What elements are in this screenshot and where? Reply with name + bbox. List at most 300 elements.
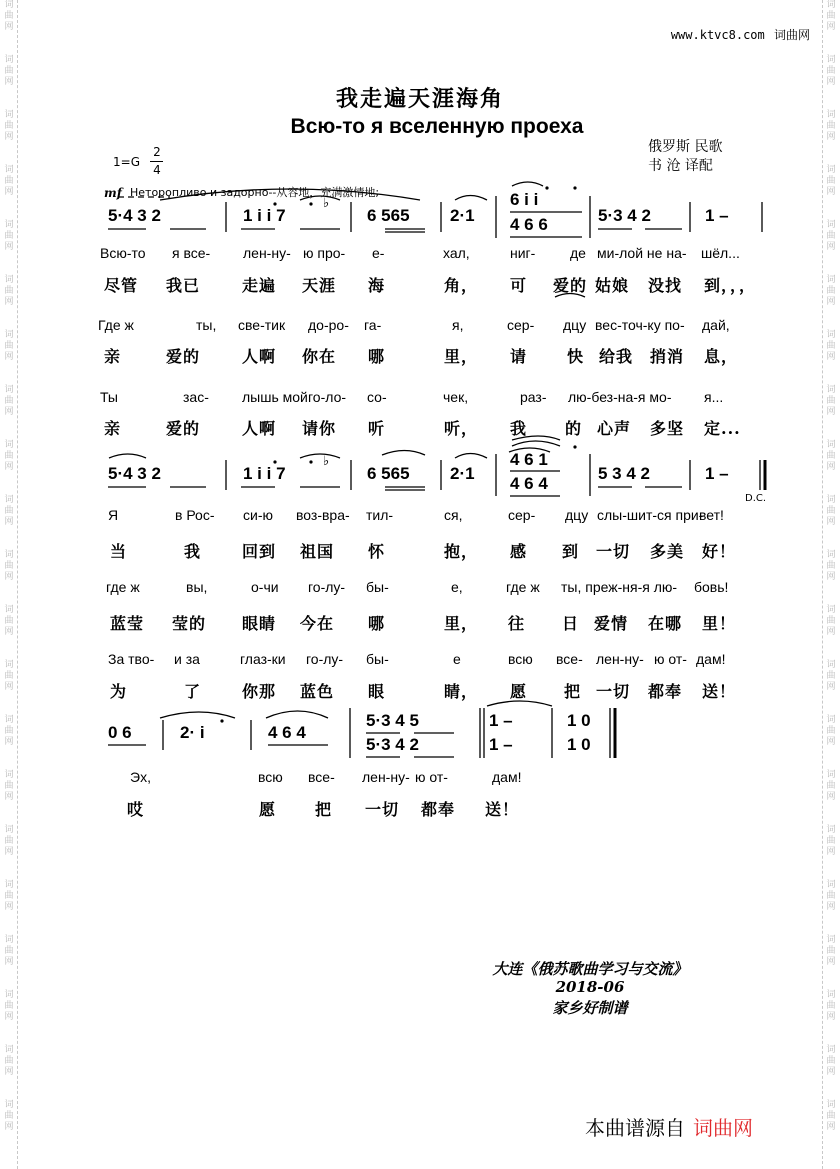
lyric-syllable: 请 <box>510 347 528 366</box>
dc-marking: D.C. <box>745 493 767 504</box>
lyric-syllable: 送！ <box>485 800 520 819</box>
watermark-glyph: 曲 <box>4 1111 14 1121</box>
lyric-syllable: 蓝莹 <box>110 614 145 633</box>
lyric-syllable: 里！ <box>702 614 737 633</box>
watermark-glyph: 词 <box>4 385 14 395</box>
lyric-syllable: 祖国 <box>300 542 335 561</box>
watermark-glyph: 网 <box>826 902 836 912</box>
lyric-syllable: вес-точ-ку по- <box>595 317 685 333</box>
watermark-glyph: 网 <box>4 407 14 417</box>
s2-measure-1: 5·4 3 2 <box>108 464 161 483</box>
lyric-syllable: Эх, <box>130 769 151 785</box>
dynamic-marking: mf <box>104 186 122 200</box>
lyric-syllable: в Рос- <box>175 507 215 523</box>
watermark-glyph: 曲 <box>826 891 836 901</box>
lyric-syllable: 姑娘 <box>595 276 630 295</box>
lyric-syllable: 海 <box>368 276 386 295</box>
s3-measure-1: 0 6 <box>108 723 132 742</box>
watermark-glyph: 词 <box>826 385 836 395</box>
lyric-syllable: дам! <box>492 769 522 785</box>
s2-measure-6: 5 3 4 2 <box>598 464 650 483</box>
lyric-syllable: дай, <box>702 317 730 333</box>
watermark-glyph: 曲 <box>4 1001 14 1011</box>
watermark-glyph: 网 <box>4 957 14 967</box>
lyric-syllable: вы, <box>186 579 208 595</box>
lyric-syllable: го-лу- <box>308 579 346 595</box>
watermark-glyph: 词 <box>826 935 836 945</box>
lyric-syllable: 送！ <box>702 682 737 701</box>
lyric-syllable: 爱的 <box>166 419 201 438</box>
lyric-syllable: 亲 <box>104 419 122 438</box>
lyric-syllable: со- <box>367 389 387 405</box>
lyric-syllable: о-чи <box>251 579 279 595</box>
lyric-syllable: слы-шит-ся при- <box>597 507 704 523</box>
s1-measure-1: 5·4 3 2 <box>108 206 161 225</box>
watermark-glyph: 词 <box>826 715 836 725</box>
watermark-glyph: 词 <box>4 880 14 890</box>
lyric-syllable: всю <box>258 769 283 785</box>
watermark-glyph: 网 <box>826 297 836 307</box>
lyric-syllable: 今在 <box>300 614 335 633</box>
lyric-syllable: лен-ну- <box>362 769 410 785</box>
lyric-syllable: все- <box>308 769 335 785</box>
watermark-glyph: 词 <box>4 935 14 945</box>
lyric-syllable: 了 <box>184 682 202 701</box>
watermark-glyph: 曲 <box>4 451 14 461</box>
lyric-syllable: ся, <box>444 507 463 523</box>
watermark-glyph: 词 <box>826 880 836 890</box>
lyric-syllable: 角， <box>444 276 479 295</box>
watermark-glyph: 网 <box>826 682 836 692</box>
lyric-syllable: го-ло- <box>308 389 347 405</box>
watermark-glyph: 词 <box>826 0 836 10</box>
watermark-glyph: 网 <box>4 792 14 802</box>
watermark-glyph: 网 <box>4 1012 14 1022</box>
meter-top: 2 <box>153 145 161 159</box>
lyric-syllable: 我已 <box>166 276 201 295</box>
lyric-syllable: 你那 <box>242 682 277 701</box>
s2-flat-sign: ♭ <box>323 454 330 469</box>
watermark-glyph: 曲 <box>4 1056 14 1066</box>
watermark-glyph: 曲 <box>4 726 14 736</box>
watermark-glyph: 曲 <box>826 121 836 131</box>
watermark-glyph: 网 <box>826 847 836 857</box>
lyric-syllable: ю про- <box>303 245 346 261</box>
lyric-syllable: раз- <box>520 389 547 405</box>
lyric-syllable: 息， <box>704 347 739 366</box>
watermark-glyph: 网 <box>826 242 836 252</box>
footer-date: 2018-06 <box>555 978 625 996</box>
lyric-syllable: 的 <box>565 419 583 438</box>
source-label: 本曲谱源自 <box>585 1116 685 1140</box>
watermark-glyph: 网 <box>4 297 14 307</box>
s1-flat-sign: ♭ <box>323 196 330 211</box>
source-brand-link[interactable]: 词曲网 <box>693 1116 753 1140</box>
lyric-syllable: дцу <box>563 317 587 333</box>
lyric-syllable: бы- <box>366 651 389 667</box>
watermark-glyph: 网 <box>4 627 14 637</box>
watermark-glyph: 曲 <box>826 341 836 351</box>
lyric-syllable: сер- <box>508 507 536 523</box>
lyric-syllable: глаз-ки <box>240 651 286 667</box>
lyric-syllable: тил- <box>366 507 394 523</box>
lyric-syllable: 怀 <box>368 542 386 561</box>
watermark-glyph: 网 <box>826 957 836 967</box>
watermark-glyph: 词 <box>826 1045 836 1055</box>
watermark-glyph: 曲 <box>4 66 14 76</box>
lyric-syllable: 没找 <box>648 276 683 295</box>
watermark-glyph: 词 <box>4 165 14 175</box>
watermark-glyph: 网 <box>826 627 836 637</box>
lyric-syllable: 人啊 <box>242 419 277 438</box>
s3-measure-4-upper: 5·3 4 5 <box>366 711 419 730</box>
watermark-glyph: 词 <box>4 110 14 120</box>
watermark-glyph: 网 <box>826 517 836 527</box>
watermark-glyph: 词 <box>4 825 14 835</box>
lyric-syllable: лю-без-на-я мо- <box>568 389 672 405</box>
lyric-syllable: 把 <box>564 682 582 701</box>
watermark-glyph: 曲 <box>826 671 836 681</box>
lyric-syllable: 当 <box>110 542 128 561</box>
watermark-glyph: 曲 <box>826 451 836 461</box>
watermark-glyph: 词 <box>826 110 836 120</box>
lyric-syllable: ты, <box>196 317 217 333</box>
watermark-glyph: 网 <box>826 1067 836 1077</box>
s2-measure-3: 6 565 <box>367 464 410 483</box>
watermark-glyph: 网 <box>826 77 836 87</box>
s3-measure-5-lower: 1 – <box>489 735 513 754</box>
watermark-glyph: 曲 <box>4 231 14 241</box>
s3-measure-3: 4 6 4 <box>268 723 306 742</box>
lyric-syllable: 往 <box>508 614 526 633</box>
watermark-glyph: 词 <box>4 0 14 10</box>
watermark-glyph: 词 <box>4 605 14 615</box>
lyric-syllable: где ж <box>106 579 140 595</box>
watermark-glyph: 网 <box>4 682 14 692</box>
watermark-glyph: 词 <box>826 825 836 835</box>
watermark-glyph: 曲 <box>826 396 836 406</box>
lyric-syllable: лен-ну- <box>596 651 644 667</box>
watermark-glyph: 词 <box>4 660 14 670</box>
lyric-syllable: Я <box>108 507 119 523</box>
watermark-glyph: 曲 <box>826 1001 836 1011</box>
watermark-glyph: 网 <box>4 242 14 252</box>
watermark-glyph: 网 <box>4 517 14 527</box>
watermark-glyph: 曲 <box>4 11 14 21</box>
lyric-syllable: 爱的 <box>553 276 588 295</box>
lyric-syllable: 把 <box>315 800 333 819</box>
watermark-glyph: 网 <box>826 407 836 417</box>
watermark-glyph: 词 <box>4 715 14 725</box>
lyric-syllable: 抱， <box>444 542 479 561</box>
watermark-glyph: 词 <box>4 275 14 285</box>
lyric-syllable: 多美 <box>650 542 685 561</box>
watermark-glyph: 网 <box>4 462 14 472</box>
watermark-glyph: 词 <box>4 220 14 230</box>
lyric-syllable: 爱情 <box>594 614 629 633</box>
watermark-glyph: 曲 <box>826 561 836 571</box>
watermark-glyph: 网 <box>826 462 836 472</box>
lyric-syllable: 一切 <box>596 542 631 561</box>
s2-measure-4: 2·1 <box>450 464 475 483</box>
watermark-glyph: 词 <box>4 1100 14 1110</box>
lyric-syllable: 尽管 <box>104 276 139 295</box>
lyric-syllable: 愿 <box>259 800 277 819</box>
watermark-glyph: 词 <box>826 1100 836 1110</box>
watermark-glyph: 曲 <box>826 616 836 626</box>
lyric-syllable: све-тик <box>238 317 286 333</box>
lyric-syllable: 日 <box>562 614 580 633</box>
watermark-glyph: 词 <box>4 770 14 780</box>
lyric-syllable: 定... <box>704 419 741 438</box>
watermark-glyph: 网 <box>4 737 14 747</box>
watermark-glyph: 网 <box>4 572 14 582</box>
lyric-syllable: всю <box>508 651 533 667</box>
credit-origin: 俄罗斯 民歌 <box>648 139 723 155</box>
watermark-glyph: 词 <box>4 55 14 65</box>
lyric-syllable: дам! <box>696 651 726 667</box>
lyric-syllable: 睛， <box>444 682 479 701</box>
lyric-syllable: 心声 <box>597 419 632 438</box>
lyric-syllable: 为 <box>110 682 128 701</box>
watermark-glyph: 网 <box>4 847 14 857</box>
lyric-syllable: 爱的 <box>166 347 201 366</box>
lyric-syllable: ты, преж-ня-я лю- <box>561 579 678 595</box>
lyric-syllable: 走遍 <box>242 276 277 295</box>
lyric-syllable: 哪 <box>368 347 386 366</box>
song-title-russian: Всю-то я вселенную проеха <box>290 115 584 138</box>
watermark-glyph: 网 <box>826 572 836 582</box>
lyric-syllable: дцу <box>565 507 589 523</box>
site-name[interactable]: 词曲网 <box>773 28 810 42</box>
source-banner[interactable] <box>585 1112 753 1141</box>
lyric-syllable: вет! <box>699 507 724 523</box>
watermark-glyph: 曲 <box>826 176 836 186</box>
lyric-syllable: Где ж <box>98 317 134 333</box>
watermark-glyph: 曲 <box>4 286 14 296</box>
lyric-syllable: Ты <box>100 389 118 405</box>
lyric-syllable: 我 <box>184 542 202 561</box>
lyric-syllable: 我 <box>510 419 528 438</box>
lyric-syllable: сер- <box>507 317 535 333</box>
watermark-glyph: 曲 <box>826 66 836 76</box>
lyric-syllable: 给我 <box>599 347 634 366</box>
watermark-glyph: 网 <box>826 1012 836 1022</box>
lyric-syllable: е- <box>372 245 385 261</box>
lyric-syllable: 感 <box>510 542 528 561</box>
watermark-glyph: 词 <box>4 990 14 1000</box>
lyric-syllable: лышь мой <box>242 389 308 405</box>
watermark-glyph: 词 <box>826 550 836 560</box>
watermark-glyph: 网 <box>826 792 836 802</box>
watermark-glyph: 曲 <box>4 121 14 131</box>
lyric-syllable: го-лу- <box>306 651 344 667</box>
watermark-glyph: 词 <box>826 165 836 175</box>
lyric-syllable: где ж <box>506 579 540 595</box>
watermark-glyph: 网 <box>826 132 836 142</box>
lyric-syllable: 里， <box>444 614 479 633</box>
watermark-glyph: 曲 <box>826 506 836 516</box>
lyric-syllable: За тво- <box>108 651 155 667</box>
watermark-glyph: 网 <box>826 1122 836 1132</box>
tempo-marking: Неторопливо и задорно--从容地，充满激情地; <box>130 186 380 199</box>
lyric-syllable: 听 <box>368 419 386 438</box>
lyric-syllable: 多坚 <box>650 419 685 438</box>
lyric-syllable: Всю-то <box>100 245 146 261</box>
watermark-glyph: 曲 <box>4 561 14 571</box>
meter-bottom: 4 <box>153 163 161 177</box>
lyric-syllable: 一切 <box>365 800 400 819</box>
watermark-glyph: 曲 <box>826 781 836 791</box>
lyric-syllable: 听， <box>444 419 479 438</box>
watermark-glyph: 网 <box>4 1067 14 1077</box>
s2-measure-2: 1 i i 7 <box>243 464 286 483</box>
watermark-glyph: 网 <box>826 187 836 197</box>
lyric-syllable: 都奉 <box>648 682 683 701</box>
lyric-syllable: 哪 <box>368 614 386 633</box>
lyric-syllable: зас- <box>183 389 209 405</box>
lyric-syllable: все- <box>556 651 583 667</box>
lyric-syllable: 到 <box>562 542 580 561</box>
watermark-glyph: 网 <box>4 132 14 142</box>
watermark-glyph: 网 <box>4 187 14 197</box>
watermark-glyph: 曲 <box>826 836 836 846</box>
s3-measure-6-upper: 1 0 <box>567 711 591 730</box>
watermark-glyph: 词 <box>826 495 836 505</box>
lyric-syllable: 眼睛 <box>242 614 277 633</box>
watermark-glyph: 曲 <box>4 396 14 406</box>
lyric-syllable: 天涯 <box>302 276 337 295</box>
lyric-syllable: бовь! <box>694 579 729 595</box>
watermark-glyph: 词 <box>826 220 836 230</box>
watermark-glyph: 网 <box>826 737 836 747</box>
lyric-syllable: 里， <box>444 347 479 366</box>
lyric-syllable: я, <box>452 317 464 333</box>
watermark-glyph: 曲 <box>4 671 14 681</box>
s1-measure-5-upper: 6 i i <box>510 190 539 209</box>
lyric-syllable: и за <box>174 651 200 667</box>
lyric-syllable: 眼 <box>368 682 386 701</box>
watermark-glyph: 网 <box>4 352 14 362</box>
s1-measure-6: 5·3 4 2 <box>598 206 651 225</box>
lyric-syllable: ю от- <box>415 769 448 785</box>
watermark-glyph: 网 <box>4 77 14 87</box>
lyric-syllable: е <box>453 651 461 667</box>
watermark-glyph: 曲 <box>4 506 14 516</box>
watermark-glyph: 网 <box>4 902 14 912</box>
lyric-syllable: 回到 <box>242 542 277 561</box>
lyric-syllable: 一切 <box>596 682 631 701</box>
watermark-glyph: 词 <box>826 605 836 615</box>
watermark-glyph: 曲 <box>4 616 14 626</box>
watermark-glyph: 网 <box>826 352 836 362</box>
watermark-glyph: 网 <box>826 22 836 32</box>
lyric-syllable: си-ю <box>243 507 273 523</box>
lyric-syllable: га- <box>364 317 382 333</box>
credit-arranger: 书 沧 译配 <box>648 158 713 174</box>
lyric-syllable: 到，，， <box>704 276 757 295</box>
watermark-glyph: 词 <box>826 55 836 65</box>
lyric-syllable: лен-ну- <box>243 245 291 261</box>
lyric-syllable: 莹的 <box>172 614 207 633</box>
watermark-glyph: 曲 <box>826 231 836 241</box>
s1-measure-2: 1 i i 7 <box>243 206 286 225</box>
lyric-syllable: шёл... <box>701 245 740 261</box>
lyric-syllable: чек, <box>443 389 469 405</box>
lyric-syllable: 都奉 <box>421 800 456 819</box>
watermark-glyph: 曲 <box>826 286 836 296</box>
watermark-glyph: 曲 <box>4 341 14 351</box>
lyric-syllable: 可 <box>510 276 528 295</box>
s1-measure-7: 1 – <box>705 206 729 225</box>
lyric-syllable: 你在 <box>302 347 337 366</box>
watermark-glyph: 词 <box>826 770 836 780</box>
lyric-syllable: е, <box>451 579 463 595</box>
watermark-glyph: 词 <box>826 440 836 450</box>
s3-measure-5-upper: 1 – <box>489 711 513 730</box>
lyric-syllable: 请你 <box>302 419 337 438</box>
s2-measure-7: 1 – <box>705 464 729 483</box>
lyric-syllable: хал, <box>443 245 470 261</box>
lyric-syllable: ми-лой не на- <box>597 245 687 261</box>
lyric-syllable: де <box>570 245 586 261</box>
watermark-glyph: 曲 <box>826 726 836 736</box>
watermark-glyph: 网 <box>4 1122 14 1132</box>
song-title-chinese: 我走遍天涯海角 <box>335 86 504 112</box>
lyric-syllable: 亲 <box>104 347 122 366</box>
watermark-glyph: 网 <box>4 22 14 32</box>
lyric-syllable: 愿 <box>510 682 528 701</box>
watermark-glyph: 曲 <box>826 946 836 956</box>
lyric-syllable: 在哪 <box>648 614 683 633</box>
s1-measure-3: 6 565 <box>367 206 410 225</box>
lyric-syllable: 蓝色 <box>300 682 335 701</box>
s3-measure-2: 2· i <box>180 723 205 742</box>
s3-measure-4-lower: 5·3 4 2 <box>366 735 419 754</box>
lyric-syllable: 捎消 <box>650 347 685 366</box>
watermark-glyph: 曲 <box>826 11 836 21</box>
lyric-syllable: 好！ <box>702 542 737 561</box>
lyric-syllable: 快 <box>567 347 585 366</box>
footer-maker: 家乡好制谱 <box>552 999 628 1017</box>
lyric-syllable: 人啊 <box>242 347 277 366</box>
watermark-glyph: 词 <box>4 330 14 340</box>
s1-measure-5-lower: 4 6 6 <box>510 215 548 234</box>
s2-measure-5-upper: 4 6 1 <box>510 450 548 469</box>
s3-measure-6-lower: 1 0 <box>567 735 591 754</box>
site-url-text[interactable]: www.ktvc8.com <box>670 28 765 42</box>
watermark-glyph: 曲 <box>4 176 14 186</box>
lyric-syllable: бы- <box>366 579 389 595</box>
footer-publisher: 大连《俄苏歌曲学习与交流》 <box>492 960 688 978</box>
s1-measure-4: 2·1 <box>450 206 475 225</box>
lyric-syllable: я все- <box>172 245 211 261</box>
s2-measure-5-lower: 4 6 4 <box>510 474 548 493</box>
watermark-glyph: 曲 <box>4 946 14 956</box>
watermark-glyph: 曲 <box>826 1056 836 1066</box>
watermark-glyph: 曲 <box>4 781 14 791</box>
watermark-glyph: 词 <box>826 990 836 1000</box>
watermark-glyph: 词 <box>826 330 836 340</box>
key-signature: 1=G <box>113 155 140 169</box>
watermark-glyph: 曲 <box>4 891 14 901</box>
watermark-glyph: 词 <box>4 550 14 560</box>
watermark-glyph: 曲 <box>826 1111 836 1121</box>
lyric-syllable: до-ро- <box>308 317 349 333</box>
watermark-glyph: 词 <box>4 495 14 505</box>
lyric-syllable: ю от- <box>654 651 687 667</box>
watermark-glyph: 词 <box>826 660 836 670</box>
